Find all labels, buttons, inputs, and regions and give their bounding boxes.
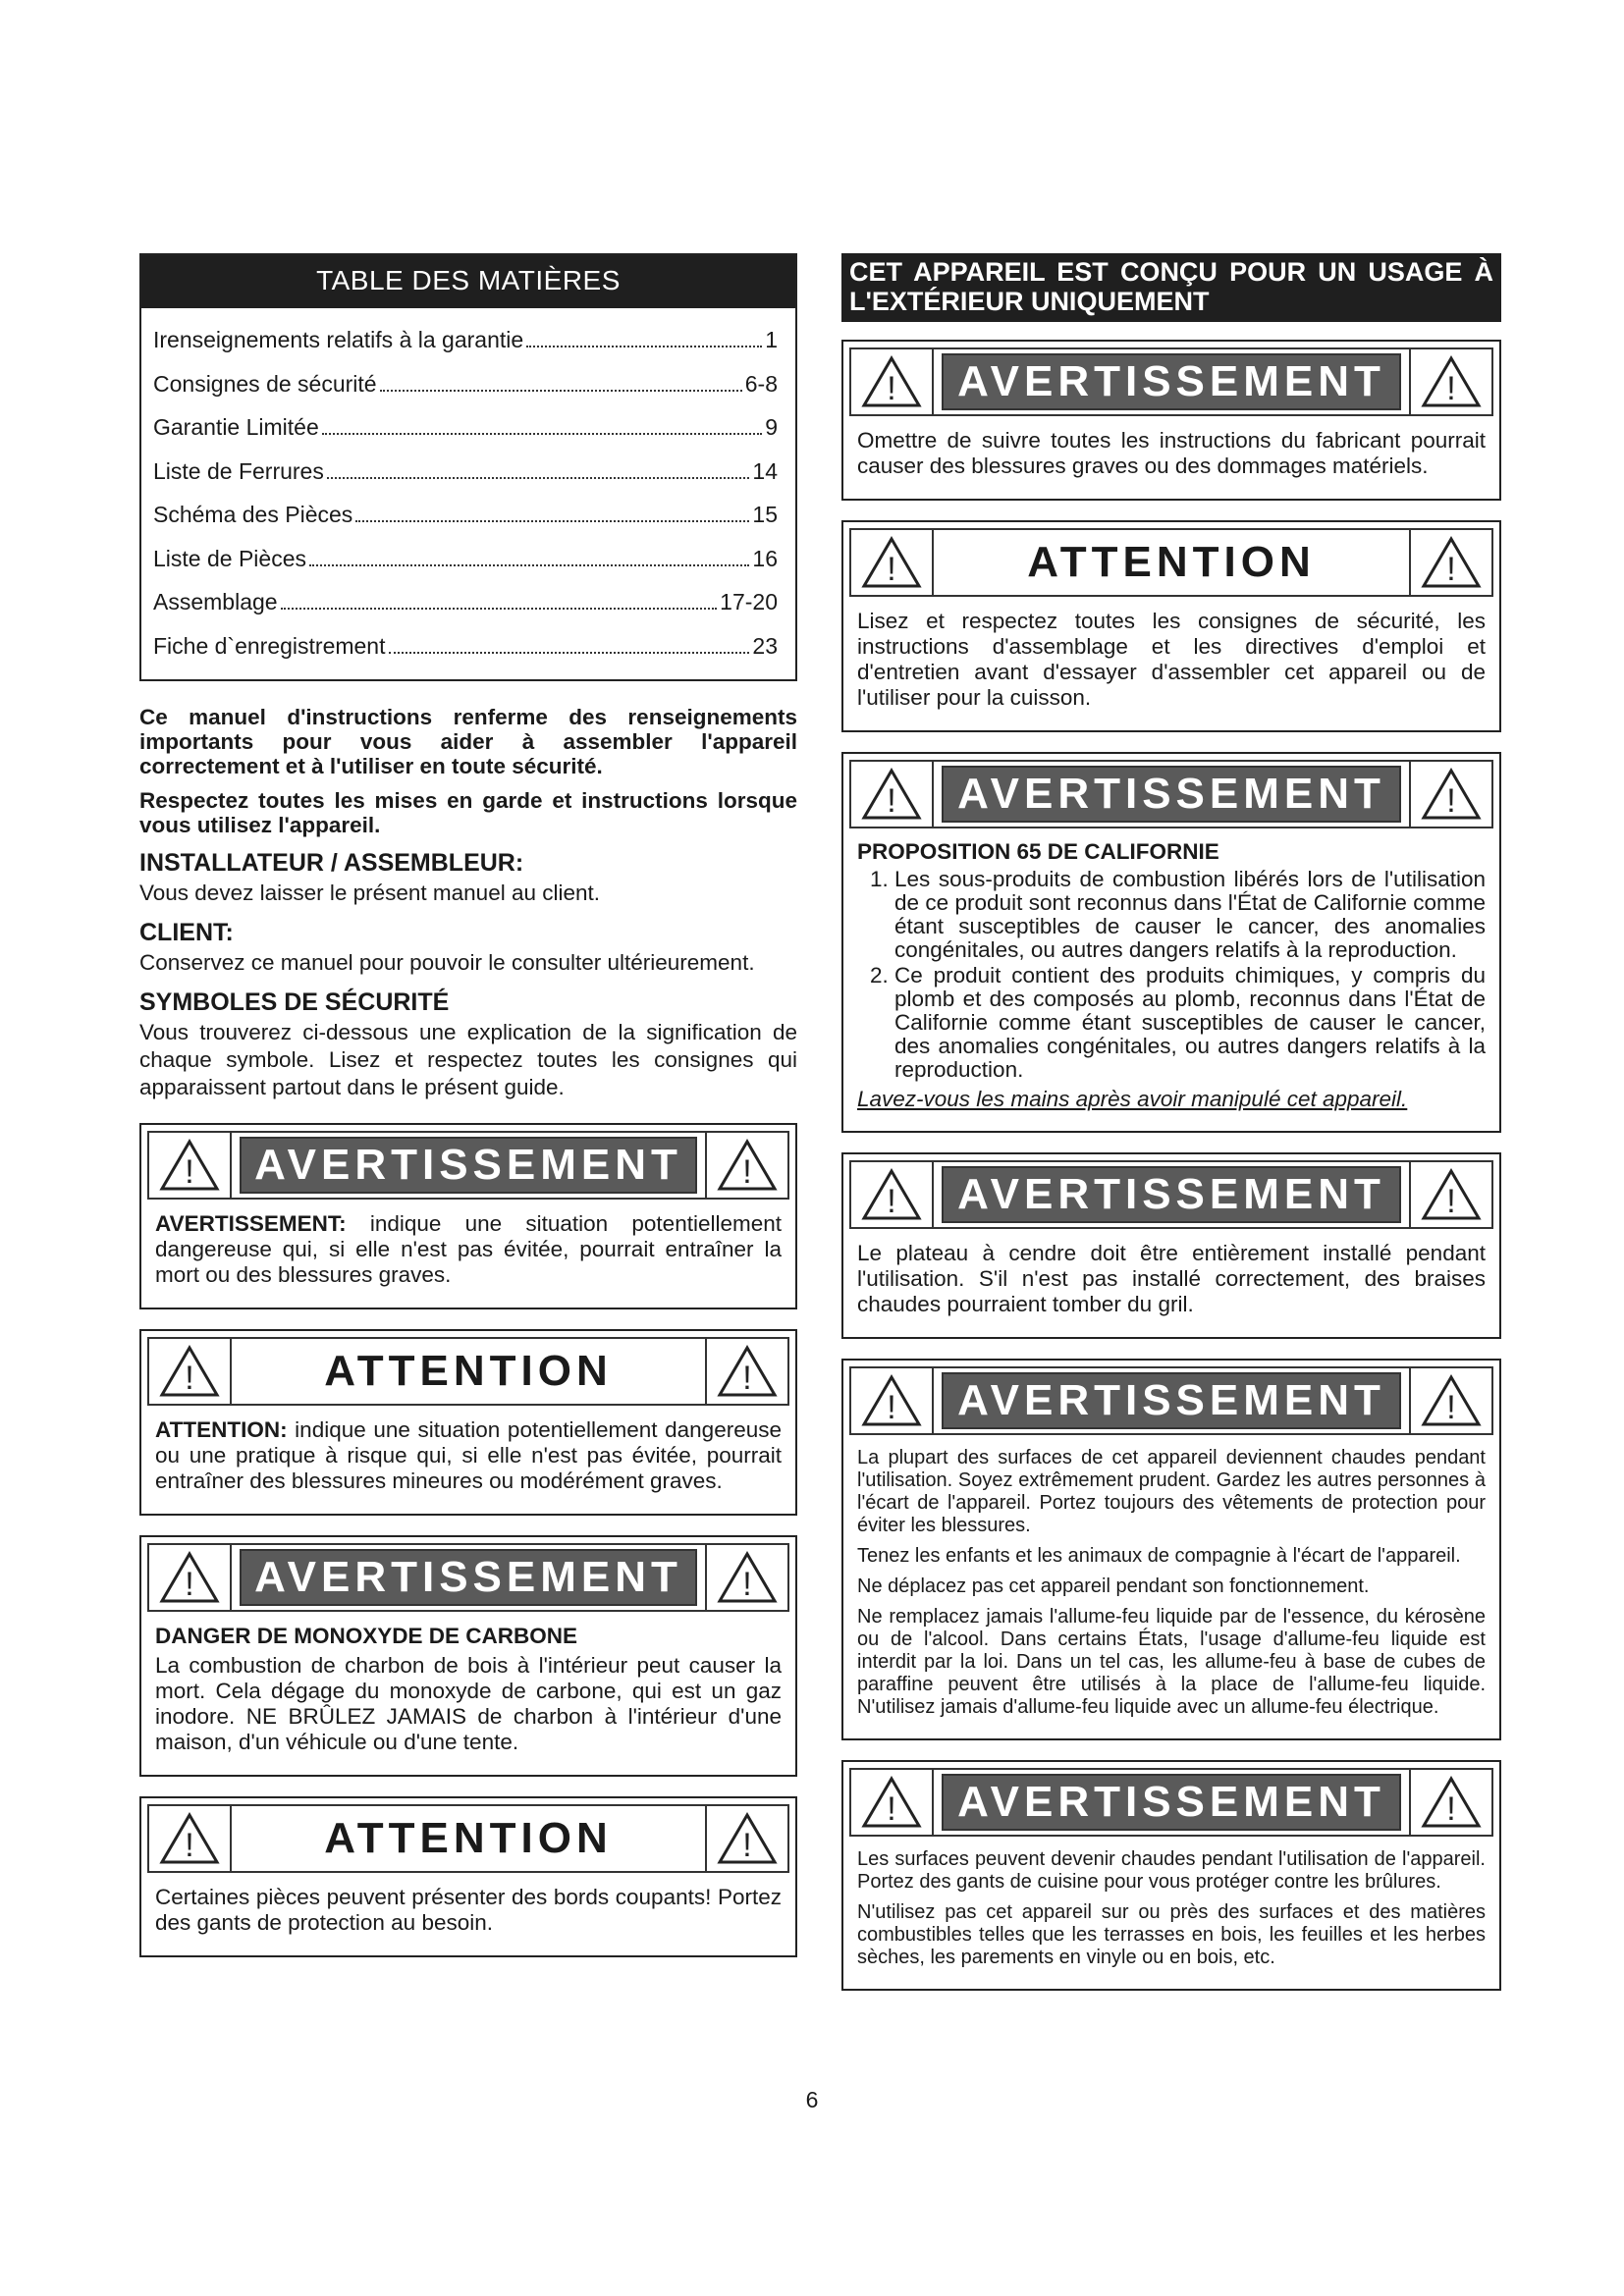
ash-tray-warning-box — [841, 1152, 1501, 1339]
list-item: 1. Les sous-produits de combustion libérés lors de l'utilisation de ce produit sont reconnus dans l'État de Californie comme étant susceptibles de causer le cancer, des anomalies congénitales, ou autres dangers relatifs à la reproduction. — [894, 868, 1486, 962]
outdoor-use-header: CET APPAREIL EST CONÇU POUR UN USAGE À L'EXTÉRIEUR UNIQUEMENT — [841, 253, 1501, 322]
svg-text:!: ! — [1446, 782, 1456, 820]
svg-text:!: ! — [742, 1153, 752, 1191]
manufacturer-warning-box — [841, 340, 1501, 501]
warning-triangle-icon — [159, 1139, 220, 1192]
warning-triangle-icon — [861, 768, 922, 821]
warning-triangle-icon — [1421, 1374, 1482, 1427]
warning-banner: ! AVERTISSEMENT ! — [849, 760, 1493, 828]
intro-paragraph-2: Respectez toutes les mises en garde et instructions lorsque vous utilisez l'appareil. — [139, 788, 797, 837]
svg-text:!: ! — [1446, 1790, 1456, 1828]
read-instructions-caution-box — [841, 520, 1501, 732]
toc-row[interactable]: Schéma des Pièces 15 — [153, 502, 778, 527]
warning-triangle-icon — [861, 1374, 922, 1427]
toc-row[interactable]: Irenseignements relatifs à la garantie 1 — [153, 327, 778, 352]
svg-text:!: ! — [1446, 1183, 1456, 1220]
warning-triangle-icon — [717, 1139, 778, 1192]
sharp-edges-text: Certaines pièces peuvent présenter des bords coupants! Portez des gants de protection au besoin. — [155, 1885, 782, 1935]
svg-text:!: ! — [1446, 551, 1456, 588]
hot-surfaces-warning-box — [841, 1359, 1501, 1740]
warning-banner: ! AVERTISSEMENT ! — [147, 1543, 789, 1612]
warning-triangle-icon — [1421, 768, 1482, 821]
svg-text:!: ! — [887, 782, 896, 820]
toc-list — [141, 308, 795, 679]
read-instructions-text: Lisez et respectez toutes les consignes de sécurité, les instructions d'assemblage et les directives d'emploi et d'entretien avant d'essayer d'assembler cet appareil ou de l'utiliser pour la cuisson. — [857, 609, 1486, 710]
prop65-list — [857, 868, 1486, 1082]
warning-triangle-icon — [717, 1551, 778, 1604]
gloves-text: Les surfaces peuvent devenir chaudes pendant l'utilisation de l'appareil. Portez des gants de cuisine pour vous protéger contre les brûlures. — [857, 1848, 1486, 1893]
page-number: 6 — [805, 2087, 819, 2112]
warning-banner: ! AVERTISSEMENT ! — [849, 1160, 1493, 1229]
warning-triangle-icon — [159, 1345, 220, 1398]
svg-text:!: ! — [887, 551, 896, 588]
wash-hands-note: Lavez-vous les mains après avoir manipulé cet appareil. — [857, 1087, 1408, 1111]
toc-row[interactable]: Garantie Limitée 9 — [153, 414, 778, 440]
children-pets-text: Tenez les enfants et les animaux de compagnie à l'écart de l'appareil. — [857, 1545, 1461, 1567]
warning-triangle-icon — [159, 1551, 220, 1604]
hot-surfaces-text: La plupart des surfaces de cet appareil deviennent chaudes pendant l'utilisation. Soyez extrêmement prudent. Gardez les autres personnes à l'écart de l'appareil. Portez toujours des vêtements de protection pour éviter les blessures. — [857, 1447, 1486, 1536]
warning-triangle-icon — [717, 1345, 778, 1398]
ash-tray-text: Le plateau à cendre doit être entièrement installé pendant l'utilisation. S'il n'est pas installé correctement, des braises chaudes pourraient tomber du gril. — [857, 1241, 1486, 1316]
table-of-contents — [139, 253, 797, 681]
toc-row[interactable]: Assemblage 17-20 — [153, 589, 778, 614]
svg-text:!: ! — [742, 1360, 752, 1397]
caution-banner: ! ATTENTION ! — [849, 528, 1493, 597]
co-text: La combustion de charbon de bois à l'intérieur peut causer la mort. Cela dégage du monoxyde de carbone, qui est un gaz inodore. NE BRÛLEZ JAMAIS de charbon à l'intérieur d'une maison, d'un véhicule ou d'une tente. — [155, 1653, 782, 1754]
warning-banner: ! AVERTISSEMENT ! — [147, 1131, 789, 1200]
left-column — [139, 253, 797, 1977]
svg-text:!: ! — [185, 1360, 194, 1397]
svg-text:!: ! — [742, 1566, 752, 1603]
warning-banner: ! AVERTISSEMENT ! — [849, 1768, 1493, 1837]
warning-definition-text: AVERTISSEMENT: indique une situation potentiellement dangereuse qui, si elle n'est pas évitée, pourrait entraîner la mort ou des blessures graves. — [155, 1211, 782, 1287]
svg-text:!: ! — [887, 1790, 896, 1828]
caution-definition-text: ATTENTION: indique une situation potentiellement dangereuse ou une pratique à risque qui, si elle n'est pas évitée, pourrait entraîner des blessures mineures ou modérément graves. — [155, 1417, 782, 1493]
prop65-warning-box — [841, 752, 1501, 1133]
warning-triangle-icon — [861, 1168, 922, 1221]
combustibles-text: N'utilisez pas cet appareil sur ou près des surfaces et des matières combustibles telles que les terrasses en bois, les feuilles et les herbes sèches, les parements en vinyle ou en bois, etc. — [857, 1901, 1486, 1968]
warning-triangle-icon — [861, 355, 922, 408]
warning-triangle-icon — [1421, 536, 1482, 589]
warning-triangle-icon — [861, 536, 922, 589]
client-text: Conservez ce manuel pour pouvoir le consulter ultérieurement. — [139, 950, 755, 975]
intro-paragraph: Ce manuel d'instructions renferme des renseignements importants pour vous aider à assembler l'appareil correctement et à l'utiliser en toute sécurité. — [139, 705, 797, 778]
svg-text:!: ! — [1446, 1389, 1456, 1426]
warning-triangle-icon — [159, 1812, 220, 1865]
carbon-monoxide-warning-box — [139, 1535, 797, 1777]
warning-triangle-icon — [1421, 1776, 1482, 1829]
svg-text:!: ! — [185, 1827, 194, 1864]
warning-triangle-icon — [1421, 355, 1482, 408]
toc-title: TABLE DES MATIÈRES — [141, 255, 795, 308]
installer-heading: INSTALLATEUR / ASSEMBLEUR: — [139, 849, 524, 877]
symbols-text: Vous trouverez ci-dessous une explication de la signification de chaque symbole. Lisez et respectez toutes les consignes qui apparaissent partout dans le présent guide. — [139, 1020, 797, 1099]
warning-triangle-icon — [717, 1812, 778, 1865]
caution-banner: ! ATTENTION ! — [147, 1337, 789, 1406]
lighter-fluid-text: Ne remplacez jamais l'allume-feu liquide par de l'essence, du kérosène ou de l'alcool. Dans certains États, l'usage d'allume-feu liquide est interdit par la loi. Dans un tel cas, les allume-feu à base de cubes de paraffine peuvent être utilisés à la place de l'allume-feu liquide. N'utilisez jamais d'allume-feu liquide avec un allume-feu électrique. — [857, 1606, 1486, 1718]
warning-triangle-icon — [1421, 1168, 1482, 1221]
svg-text:!: ! — [185, 1566, 194, 1603]
svg-text:!: ! — [185, 1153, 194, 1191]
co-heading: DANGER DE MONOXYDE DE CARBONE — [155, 1624, 578, 1648]
installer-text: Vous devez laisser le présent manuel au client. — [139, 881, 601, 905]
symbols-heading: SYMBOLES DE SÉCURITÉ — [139, 988, 450, 1016]
warning-banner: ! AVERTISSEMENT ! — [849, 1366, 1493, 1435]
manufacturer-warning-text: Omettre de suivre toutes les instructions du fabricant pourrait causer des blessures graves ou des dommages matériels. — [857, 428, 1486, 478]
svg-text:!: ! — [887, 1183, 896, 1220]
do-not-move-text: Ne déplacez pas cet appareil pendant son fonctionnement. — [857, 1575, 1370, 1597]
toc-row[interactable]: Liste de Pièces 16 — [153, 545, 778, 571]
toc-row[interactable]: Fiche d`enregistrement 23 — [153, 632, 778, 659]
svg-text:!: ! — [1446, 370, 1456, 407]
right-column — [841, 253, 1501, 2010]
toc-row[interactable]: Consignes de sécurité 6-8 — [153, 370, 778, 397]
client-heading: CLIENT: — [139, 919, 234, 946]
list-item: 2. Ce produit contient des produits chimiques, y compris du plomb et des composés au plomb, reconnus dans l'État de Californie comme étant susceptibles de causer le cancer, des anomalies congénitales, ou autres dangers relatifs à la reproduction. — [894, 964, 1486, 1082]
svg-text:!: ! — [887, 1389, 896, 1426]
prop65-heading: PROPOSITION 65 DE CALIFORNIE — [857, 839, 1219, 864]
caution-banner: ! ATTENTION ! — [147, 1804, 789, 1873]
sharp-edges-caution-box — [139, 1796, 797, 1957]
svg-text:!: ! — [887, 370, 896, 407]
toc-row[interactable]: Liste de Ferrures 14 — [153, 457, 778, 484]
svg-text:!: ! — [742, 1827, 752, 1864]
warning-banner: ! AVERTISSEMENT ! — [849, 347, 1493, 416]
warning-triangle-icon — [861, 1776, 922, 1829]
caution-definition-box — [139, 1329, 797, 1516]
warning-definition-box — [139, 1123, 797, 1309]
combustibles-warning-box — [841, 1760, 1501, 1991]
